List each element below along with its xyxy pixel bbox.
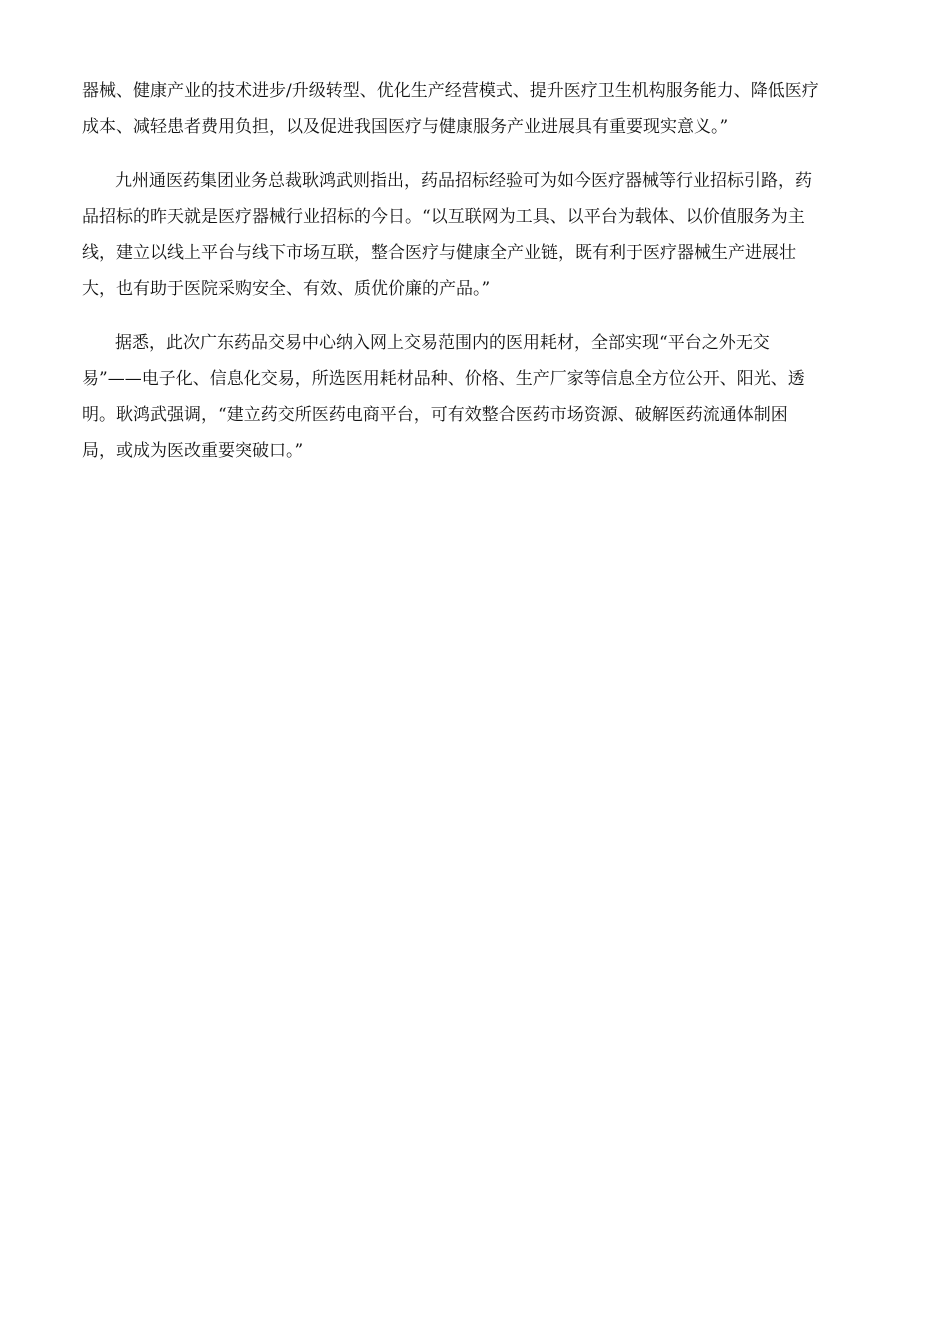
text-line: 据悉，此次广东药品交易中心纳入网上交易范围内的医用耗材，全部实现“平台之外无交 (115, 333, 770, 353)
text-line: 大，也有助于医院采购安全、有效、质优价廉的产品。” (82, 279, 491, 299)
paragraph-2 (82, 163, 872, 307)
text-line: 线，建立以线上平台与线下市场互联，整合医疗与健康全产业链，既有利于医疗器械生产进展壮 (82, 243, 796, 263)
text-line: 器械、健康产业的技术进步/升级转型、优化生产经营模式、提升医疗卫生机构服务能力、降低医疗 (82, 81, 819, 101)
text-line: 成本、减轻患者费用负担，以及促进我国医疗与健康服务产业进展具有重要现实意义。” (82, 117, 729, 137)
text-line: 局，或成为医改重要突破口。” (82, 441, 304, 461)
text-line: 易”——电子化、信息化交易，所选医用耗材品种、价格、生产厂家等信息全方位公开、阳光、透 (82, 369, 805, 389)
text-line: 明。耿鸿武强调，“建立药交所医药电商平台，可有效整合医药市场资源、破解医药流通体制困 (82, 405, 788, 425)
document-body (82, 73, 872, 469)
text-line: 九州通医药集团业务总裁耿鸿武则指出，药品招标经验可为如今医疗器械等行业招标引路，药 (115, 171, 812, 191)
paragraph-1 (82, 73, 872, 145)
text-line: 品招标的昨天就是医疗器械行业招标的今日。“以互联网为工具、以平台为载体、以价值服务为主 (82, 207, 805, 227)
paragraph-3 (82, 325, 872, 469)
